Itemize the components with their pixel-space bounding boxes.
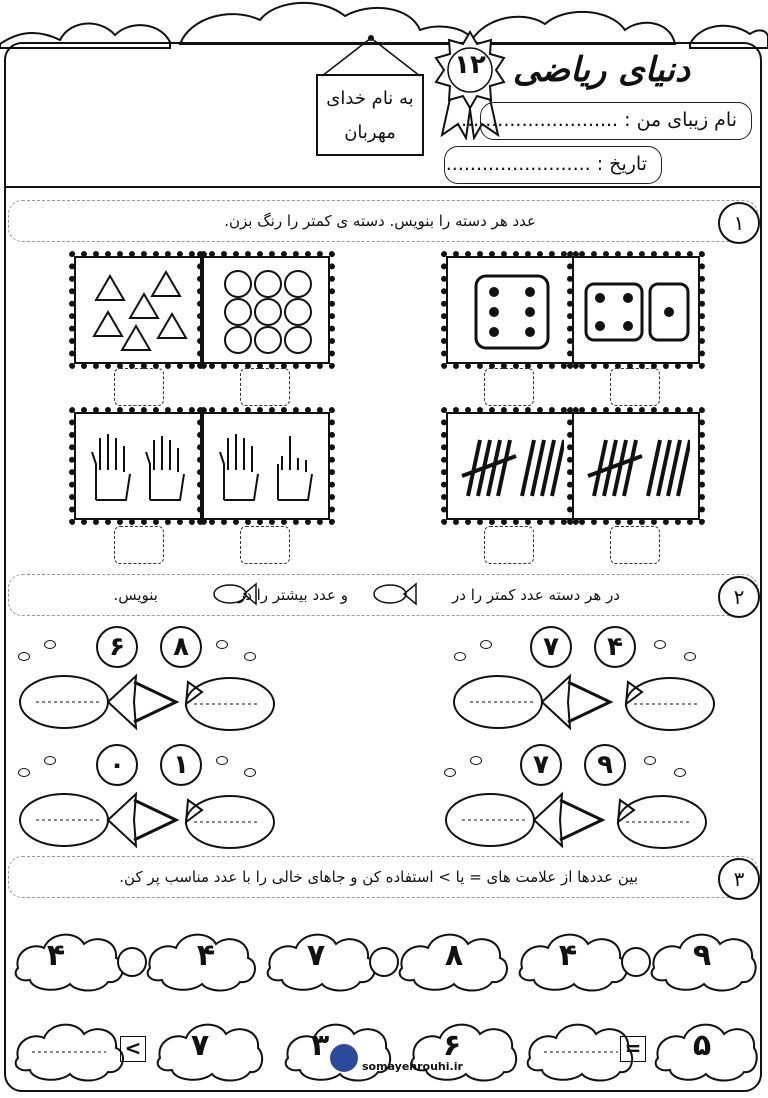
fish-pair-icon	[14, 778, 284, 862]
tally-marks-icon	[586, 436, 690, 500]
sign-line-2: مهربان	[344, 122, 396, 143]
name-field[interactable]: نام زیبای من : ...........................	[480, 102, 752, 140]
dice-six-icon	[474, 274, 550, 350]
number-circle: ۴	[594, 626, 636, 668]
circles-icon	[222, 268, 314, 356]
bubble-icon	[216, 640, 228, 649]
cloud-number: ۹	[692, 938, 712, 973]
dice-four-one-card	[572, 256, 700, 364]
sign-line-1: به نام خدای	[326, 88, 414, 109]
question-3-text: بین عددها از علامت های = یا > استفاده کن و جاهای خالی را با عدد مناسب پر کن.	[119, 868, 638, 886]
hand-icon	[86, 430, 194, 506]
question-2-number: ۲	[718, 576, 760, 618]
sign-hanger	[316, 34, 426, 78]
cloud-number: ۴	[196, 938, 216, 973]
cloud-number: ۷	[306, 938, 326, 973]
fish-pair-icon	[448, 660, 728, 744]
number-circle: ۶	[96, 626, 138, 668]
number-circle: ۸	[160, 626, 202, 668]
sign-box[interactable]	[620, 1036, 646, 1062]
question-1-number: ۱	[718, 202, 760, 244]
circles-card	[202, 256, 330, 364]
question-2-text-part2: و عدد بیشتر را در	[237, 586, 348, 604]
answer-box-hands-right[interactable]	[240, 526, 290, 564]
dice-six-card	[446, 256, 574, 364]
answer-box-circles[interactable]	[240, 368, 290, 406]
number-circle: ۷	[520, 744, 562, 786]
bubble-icon	[644, 756, 656, 765]
god-name-sign	[316, 74, 424, 156]
tally-card-left	[446, 412, 574, 520]
bubble-icon	[444, 768, 456, 777]
bubble-icon	[44, 756, 56, 765]
bubble-icon	[44, 640, 56, 649]
question-2-text-part1: در هر دسته عدد کمتر را در	[452, 586, 620, 604]
cloud-number: ۷	[190, 1028, 210, 1063]
fish-small-icon	[370, 580, 418, 608]
worksheet-title: دنیای ریاضی	[512, 50, 690, 90]
tally-card-right	[572, 412, 700, 520]
number-circle: ۰	[96, 744, 138, 786]
hand-icon	[214, 430, 322, 506]
dice-four-icon	[584, 282, 644, 342]
header-divider	[4, 186, 762, 188]
cloud-number: ۸	[444, 938, 464, 973]
answer-box-dice-five[interactable]	[610, 368, 660, 406]
fish-small-icon	[210, 580, 258, 608]
cloud-number: ۶	[442, 1028, 462, 1063]
sign-value: <	[124, 1036, 142, 1060]
cloud-sun-row-1	[10, 918, 760, 1002]
number-circle: ۷	[530, 626, 572, 668]
bubble-icon	[654, 640, 666, 649]
answer-box-tally-left[interactable]	[484, 526, 534, 564]
fish-pair-icon	[440, 778, 720, 862]
sign-box[interactable]	[120, 1036, 146, 1062]
hands-card-left	[74, 412, 202, 520]
dice-one-icon	[648, 282, 690, 342]
bubble-icon	[216, 756, 228, 765]
answer-box-triangles[interactable]	[114, 368, 164, 406]
number-circle: ۹	[584, 744, 626, 786]
badge-number: ۱۲	[454, 50, 486, 80]
fish-pair-icon	[14, 660, 284, 744]
cloud-number: ۳	[310, 1028, 330, 1063]
answer-box-tally-right[interactable]	[610, 526, 660, 564]
question-2-text-part3: بنویس.	[113, 586, 158, 604]
triangles-icon	[86, 268, 194, 356]
bubble-icon	[244, 768, 256, 777]
bubble-icon	[480, 640, 492, 649]
question-1-text: عدد هر دسته را بنویس. دسته ی کمتر را رنگ بزن.	[224, 212, 536, 230]
tally-marks-icon	[460, 436, 564, 500]
bubble-icon	[470, 756, 482, 765]
cloud-number: ۵	[692, 1028, 712, 1063]
site-logo	[330, 1044, 358, 1072]
cloud-number: ۴	[46, 938, 66, 973]
question-3-number: ۳	[718, 858, 760, 900]
answer-box-hands-left[interactable]	[114, 526, 164, 564]
cloud-number: ۴	[558, 938, 578, 973]
number-circle: ۱	[160, 744, 202, 786]
hands-card-right	[202, 412, 330, 520]
sign-value: =	[624, 1036, 642, 1060]
website-label: somayehrouhi.ir	[362, 1060, 463, 1073]
date-field[interactable]: تاریخ : ........................	[444, 146, 662, 184]
bubble-icon	[18, 768, 30, 777]
triangles-card	[74, 256, 202, 364]
answer-box-dice-six[interactable]	[484, 368, 534, 406]
bubble-icon	[674, 768, 686, 777]
